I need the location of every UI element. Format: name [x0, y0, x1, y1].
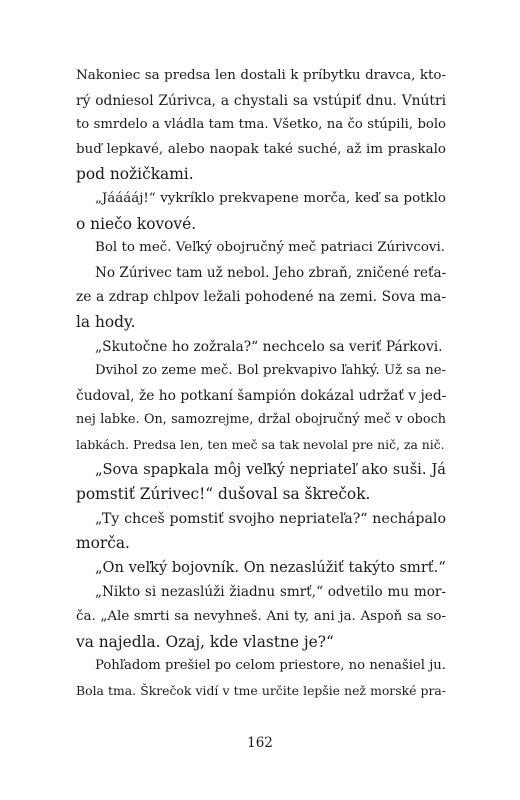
text-line: to smrdelo a vládla tam tma. Všetko, na čo stúpili, bolo — [76, 117, 446, 133]
text-line: „Skutočne ho zožrala?“ nechcelo sa veriť Párkovi. — [95, 338, 443, 355]
text-line: „On veľký bojovník. On nezaslúžiť takýto smrť.“ — [95, 558, 446, 576]
text-line: morča. — [76, 534, 130, 553]
text-line: Pohľadom prešiel po celom priestore, no nenašiel ju. — [95, 658, 446, 674]
text-line: la hody. — [76, 312, 136, 331]
text-line: pomstiť Zúrivec!“ dušoval sa škrečok. — [76, 485, 371, 504]
text-line: Bol to meč. Veľký obojručný meč patriaci Zúrivcovi. — [95, 240, 446, 256]
text-line: buď lepkavé, alebo naopak také suché, až im praskalo — [76, 141, 446, 157]
text-line: rý odniesol Zúrivca, a chystali sa vstúpiť dnu. Vnútri — [76, 92, 446, 109]
text-line: pod nožičkami. — [76, 165, 194, 184]
text-line: o niečo kovové. — [76, 214, 197, 233]
text-line: „Jááááj!“ vykríklo prekvapene morča, keď sa potklo — [95, 190, 446, 206]
text-line: ča. „Ale smrti sa nevyhneš. Ani ty, ani ja. Aspoň sa so- — [76, 609, 446, 625]
text-line: labkách. Predsa len, ten meč sa tak nevolal pre nič, za nič. — [76, 436, 445, 452]
page-number: 162 — [247, 735, 273, 751]
text-line: „Sova spapkala môj veľký nepriateľ ako suši. Já — [95, 460, 446, 478]
text-line: No Zúrivec tam už nebol. Jeho zbraň, zničené reťa- — [95, 264, 447, 281]
text-line: nej labke. On, samozrejme, držal obojručný meč v oboch — [76, 412, 446, 428]
body-text — [76, 64, 446, 703]
text-line: Dvihol zo zeme meč. Bol prekvapivo ľahký. Už sa ne- — [95, 363, 446, 379]
text-line: Nakoniec sa predsa len dostali k príbytku dravca, kto- — [76, 68, 446, 83]
text-line: ze a zdrap chlpov ležali pohodené na zemi. Sova ma- — [76, 289, 446, 306]
text-line: va najedla. Ozaj, kde vlastne je?“ — [76, 632, 334, 651]
text-line: čudoval, že ho potkaní šampión dokázal udržať v jed- — [76, 387, 447, 404]
text-line: „Ty chceš pomstiť svojho nepriateľa?“ nechápalo — [95, 510, 446, 527]
text-line: „Nikto si nezaslúži žiadnu smrť,“ odvetilo mu mor- — [95, 584, 446, 601]
text-line: Bola tma. Škrečok vidí v tme určite lepšie než morské pra- — [76, 682, 446, 698]
